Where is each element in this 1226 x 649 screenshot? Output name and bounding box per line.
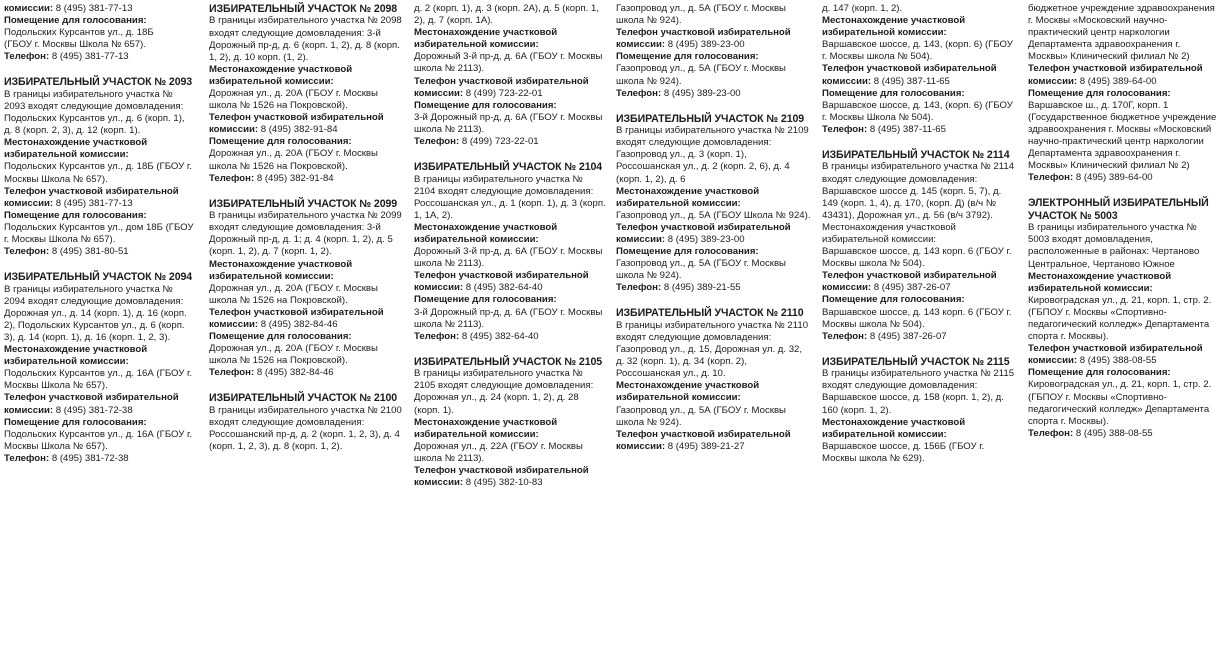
- text-column: [1024, 0, 1226, 649]
- text-line: [209, 210, 404, 258]
- text-line: [616, 282, 812, 294]
- field-value: 8 (495) 388-08-55: [1075, 427, 1153, 439]
- field-value: Газопровод ул., д. 5А (ГБОУ г. Москвы школа № 924).: [616, 258, 786, 282]
- field-label: Местонахождение участковой избирательной комиссии:: [616, 185, 760, 209]
- field-label: Местонахождение участковой избирательной комиссии:: [822, 416, 966, 440]
- field-label: Помещение для голосования:: [209, 331, 352, 343]
- text-line: [616, 210, 812, 222]
- field-value: 8 (495) 389-21-55: [663, 282, 741, 294]
- text-line: [209, 331, 404, 343]
- text-line: [822, 246, 1018, 270]
- field-value: В границы избирательного участка № 2110 входят следующие домовладения: Газопровод ул., д. 15, Дорожная ул. д. 32, д. 32 (корп. 1), д. 34 (корп. 2), Россошанская ул., д. 10.: [616, 319, 809, 380]
- field-label: Помещение для голосования:: [414, 99, 557, 111]
- text-line: [414, 368, 606, 416]
- field-label: Телефон:: [209, 367, 257, 379]
- field-value: В границы избирательного участка № 2115 входят следующие домовладения: Варшавское шоссе, д. 158 (корп. 1, 2), д. 160 (корп. 1, 2).: [822, 368, 1015, 416]
- text-line: [414, 51, 606, 75]
- text-line: [4, 27, 195, 39]
- text-line: [1028, 63, 1220, 87]
- precinct-heading: ИЗБИРАТЕЛЬНЫЙ УЧАСТОК № 2109: [616, 112, 805, 125]
- text-line: [414, 294, 606, 306]
- precinct-heading: ИЗБИРАТЕЛЬНЫЙ УЧАСТОК № 2100: [209, 392, 398, 405]
- precinct-heading: ИЗБИРАТЕЛЬНЫЙ УЧАСТОК № 2099: [209, 197, 398, 210]
- text-line: [4, 186, 195, 210]
- field-value: Подольских Курсантов ул., дом 18Б (ГБОУ г. Москвы Школа № 657).: [4, 221, 194, 245]
- text-line: [4, 89, 195, 137]
- field-value: д. 2 (корп. 1), д. 3 (корп. 2А), д. 5 (корп. 1, 2), д. 7 (корп. 1А).: [414, 3, 600, 27]
- field-value: 8 (495) 382-91-84: [256, 172, 334, 184]
- text-line: [1028, 295, 1220, 343]
- precinct-heading: ИЗБИРАТЕЛЬНЫЙ УЧАСТОК № 2098: [209, 3, 398, 15]
- text-line: [4, 222, 195, 246]
- field-label: Телефон участковой избирательной комиссии:: [822, 63, 997, 87]
- text-line: [616, 88, 812, 100]
- field-label: Местонахождение участковой избирательной комиссии:: [1028, 270, 1172, 294]
- text-line: [1028, 222, 1220, 270]
- field-value: В границы избирательного участка № 2099 входят следующие домовладения: 3-й Дорожный пр-д, д. 1; д. 4 (корп. 1, 2), д. 5 (корп. 1, 2), д. 7 (корп. 1, 2).: [209, 210, 402, 258]
- text-line: [209, 259, 404, 283]
- field-value: 8 (495) 381-72-38: [51, 452, 129, 464]
- text-line: [1028, 379, 1220, 427]
- text-line: [4, 417, 195, 429]
- precinct-heading: ИЗБИРАТЕЛЬНЫЙ УЧАСТОК № 2115: [822, 355, 1010, 368]
- precinct-heading: ЭЛЕКТРОННЫЙ ИЗБИРАТЕЛЬНЫЙ УЧАСТОК № 5003: [1028, 197, 1209, 222]
- text-line: [414, 222, 606, 246]
- field-label: Местонахождение участковой избирательной комиссии:: [616, 380, 760, 404]
- field-label: Телефон участковой избирательной комиссии:: [209, 112, 384, 136]
- field-value: 8 (495) 382-84-46: [260, 318, 338, 330]
- text-line: [4, 368, 195, 392]
- precinct-heading: ИЗБИРАТЕЛЬНЫЙ УЧАСТОК № 2094: [4, 271, 193, 284]
- field-value: Варшавское шоссе, д. 143 корп. 6 (ГБОУ г. Москвы школа № 504).: [822, 306, 1012, 330]
- field-value: 8 (495) 381-77-13: [51, 51, 129, 63]
- field-label: Помещение для голосования:: [616, 246, 759, 258]
- field-label: Помещение для голосования:: [4, 209, 147, 221]
- text-line: [4, 15, 195, 27]
- text-line: [822, 441, 1018, 465]
- field-label: Телефон участковой избирательной комиссии:: [616, 428, 791, 452]
- text-line: [209, 64, 404, 88]
- field-value: Газопровод ул., д. 5А (ГБОУ г. Москвы школа № 924).: [616, 3, 786, 27]
- text-line: [1028, 271, 1220, 295]
- field-label: Телефон:: [616, 87, 664, 99]
- text-line: [1028, 88, 1220, 100]
- field-label: Местонахождение участковой избирательной комиссии:: [414, 27, 558, 51]
- field-value: Газопровод ул., д. 5А (ГБОУ г. Москвы школа № 924).: [616, 63, 786, 87]
- field-value: Варшавское ш., д. 170Г, корп. 1 (Государственное бюджетное учреждение здравоохранения г. Москвы «Московский научно-практический центр наркологии Департамента здравоохранения г. Москвы» Клинический филиал № 2): [1028, 99, 1217, 172]
- text-line: [4, 246, 195, 258]
- field-value: 8 (495) 381-80-51: [51, 246, 129, 258]
- field-value: 8 (499) 723-22-01: [461, 136, 539, 148]
- text-line: [616, 3, 812, 27]
- text-line: [414, 27, 606, 51]
- field-label: Телефон:: [4, 452, 52, 464]
- field-label: Помещение для голосования:: [1028, 87, 1171, 99]
- field-label: Помещение для голосования:: [822, 294, 965, 306]
- field-label: Телефон:: [822, 123, 870, 135]
- text-line: [209, 88, 404, 112]
- field-value: Подольских Курсантов ул., д. 16А (ГБОУ г. Москвы Школа № 657).: [4, 428, 193, 452]
- text-column: [0, 0, 201, 649]
- field-value: 8 (495) 382-64-40: [461, 330, 539, 342]
- text-line: [414, 76, 606, 100]
- field-label: Помещение для голосования:: [616, 51, 759, 63]
- field-label: Телефон:: [209, 172, 257, 184]
- text-line: [822, 294, 1018, 306]
- field-label: Помещение для голосования:: [4, 15, 147, 27]
- field-label: Телефон:: [4, 246, 52, 258]
- field-value: Газопровод ул., д. 5А (ГБОУ г. Москвы школа № 924).: [616, 404, 786, 428]
- field-value: 8 (495) 387-26-07: [869, 330, 947, 342]
- text-line: [1028, 3, 1220, 63]
- text-line: [822, 63, 1018, 87]
- field-label: Помещение для голосования:: [209, 136, 352, 148]
- field-value: Варшавское шоссе, д. 143, (корп. 6) (ГБОУ г. Москвы школа № 504).: [822, 39, 1013, 63]
- field-value: Дорожный 3-й пр-д, д. 6А (ГБОУ г. Москвы школа № 2113).: [414, 246, 603, 270]
- text-line: [414, 307, 606, 331]
- text-line: [822, 39, 1018, 63]
- field-label: Телефон:: [414, 330, 462, 342]
- text-line: [1028, 343, 1220, 367]
- field-label: Телефон участковой избирательной комиссии:: [616, 27, 791, 51]
- field-value: В границы избирательного участка № 2093 входят следующие домовладения: Подольских Курсантов ул., д. 6 (корп. 1), д. 8 (корп. 2, 3), д. 12 (корп. 1).: [4, 88, 185, 137]
- text-line: [822, 3, 1018, 15]
- text-line: [414, 331, 606, 343]
- text-line: [4, 137, 195, 161]
- field-value: 8 (495) 381-77-13: [55, 3, 133, 14]
- field-label: Местонахождение участковой избирательной комиссии:: [414, 221, 558, 245]
- text-line: [822, 88, 1018, 100]
- text-line: [414, 112, 606, 136]
- field-label: комиссии:: [4, 3, 56, 14]
- precinct-heading: ИЗБИРАТЕЛЬНЫЙ УЧАСТОК № 2110: [616, 307, 804, 320]
- text-line: [616, 320, 812, 380]
- text-line: [1028, 100, 1220, 173]
- field-label: Телефон:: [1028, 427, 1076, 439]
- field-value: Подольских Курсантов ул., д. 16А (ГБОУ г. Москвы Школа № 657).: [4, 368, 193, 392]
- text-line: [822, 100, 1018, 124]
- field-label: Телефон участковой избирательной комиссии:: [414, 75, 589, 99]
- field-label: Телефон участковой избирательной комиссии:: [1028, 63, 1203, 87]
- field-label: Телефон участковой избирательной комиссии:: [414, 465, 589, 489]
- field-label: Местонахождение участковой избирательной комиссии:: [4, 137, 148, 161]
- text-line: [209, 367, 404, 379]
- field-value: В границы избирательного участка № 2114 входят следующие домовладения: Варшавское шоссе д. 145 (корп. 5, 7), д. 149 (корп. 1, 4), д. 170, (корп. Д) (в/ч № 43431), Дорожная ул., д. 56 (в/ч 3792).: [822, 161, 1015, 221]
- text-line: [4, 161, 195, 185]
- field-label: Помещение для голосования:: [4, 416, 147, 428]
- text-line: [616, 405, 812, 429]
- text-line: [209, 173, 404, 185]
- field-label: Помещение для голосования:: [414, 294, 557, 306]
- text-line: [209, 15, 404, 63]
- field-value: 8 (495) 387-11-65: [873, 75, 950, 87]
- text-line: [616, 380, 812, 404]
- text-line: [414, 441, 606, 465]
- field-value: 8 (495) 388-08-55: [1079, 355, 1157, 367]
- field-label: Местонахождение участковой избирательной комиссии:: [209, 258, 353, 282]
- text-line: [822, 161, 1018, 221]
- text-line: [4, 210, 195, 222]
- field-value: 3-й Дорожный пр-д, д. 6А (ГБОУ г. Москвы школа № 2113).: [414, 306, 603, 330]
- field-label: Телефон участковой избирательной комиссии:: [414, 270, 589, 294]
- text-line: [414, 270, 606, 294]
- field-value: Дорожный 3-й пр-д, д. 6А (ГБОУ г. Москвы школа № 2113).: [414, 51, 603, 75]
- field-value: Дорожная ул., д. 20А (ГБОУ г. Москвы школа № 1526 на Покровской).: [209, 87, 378, 112]
- text-line: [822, 307, 1018, 331]
- field-label: Местонахождение участковой избирательной комиссии:: [209, 63, 353, 87]
- field-label: Телефон:: [414, 136, 462, 148]
- text-line: [4, 3, 195, 15]
- field-value: Варшавское шоссе, д. 156Б (ГБОУ г. Москвы школа № 629).: [822, 440, 985, 464]
- field-label: Телефон:: [616, 282, 664, 294]
- field-value: 8 (495) 382-84-46: [256, 367, 334, 379]
- text-line: [616, 51, 812, 63]
- field-value: 8 (495) 381-77-13: [55, 197, 133, 209]
- field-value: 8 (495) 382-64-40: [465, 282, 543, 294]
- text-line: [414, 417, 606, 441]
- text-line: [209, 343, 404, 367]
- field-value: д. 147 (корп. 1, 2).: [822, 3, 903, 14]
- text-column: [201, 0, 410, 649]
- text-line: [822, 368, 1018, 416]
- field-value: В границы избирательного участка № 2105 входят следующие домовладения: Дорожная ул., д. 24 (корп. 1, 2), д. 28 (корп. 1).: [414, 368, 594, 416]
- text-line: [4, 344, 195, 368]
- text-line: [4, 284, 195, 344]
- field-value: 8 (495) 389-23-00: [667, 39, 745, 51]
- text-line: [414, 246, 606, 270]
- text-line: [822, 270, 1018, 294]
- field-value: Варшавское шоссе, д. 143, (корп. 6) (ГБОУ г. Москвы Школа № 504).: [822, 99, 1013, 123]
- text-line: [616, 125, 812, 185]
- field-value: В границы избирательного участка № 2104 входят следующие домовладения: Россошанская ул., д. 1 (корп. 1), д. 3 (корп. 1, 1А, 2).: [414, 173, 606, 221]
- text-line: [414, 174, 606, 222]
- field-label: Телефон участковой избирательной комиссии:: [822, 270, 997, 294]
- field-label: Телефон участковой избирательной комиссии:: [209, 306, 384, 330]
- text-line: [4, 392, 195, 416]
- text-line: [414, 136, 606, 148]
- text-line: [616, 429, 812, 453]
- field-value: 3-й Дорожный пр-д, д. 6А (ГБОУ г. Москвы школа № 2113).: [414, 111, 603, 135]
- text-column: [410, 0, 612, 649]
- field-label: Телефон:: [1028, 172, 1076, 184]
- text-line: [209, 136, 404, 148]
- text-line: [209, 283, 404, 307]
- text-line: [822, 331, 1018, 343]
- field-value: Дорожная ул., д. 22А (ГБОУ г. Москвы школа № 2113).: [414, 440, 583, 464]
- text-line: [616, 27, 812, 51]
- field-value: 8 (495) 387-26-07: [873, 282, 951, 294]
- precinct-heading: ИЗБИРАТЕЛЬНЫЙ УЧАСТОК № 2104: [414, 161, 603, 174]
- field-label: Телефон участковой избирательной комиссии:: [4, 185, 179, 209]
- text-line: [414, 465, 606, 489]
- text-line: [616, 258, 812, 282]
- text-line: [822, 417, 1018, 441]
- field-value: 8 (495) 382-91-84: [260, 124, 338, 136]
- text-line: [822, 222, 1018, 246]
- field-value: Подольских Курсантов ул., д. 18Б: [4, 27, 154, 39]
- text-line: [1028, 367, 1220, 379]
- text-line: [4, 429, 195, 453]
- field-value: Дорожная ул., д. 20А (ГБОУ г. Москвы школа № 1526 на Покровской).: [209, 282, 378, 306]
- field-value: В границы избирательного участка № 2094 входят следующие домовладения: Дорожная ул., д. 14 (корп. 1), д. 16 (корп. 2), Подольских Курсантов ул., д. 6 (корп. 3), д. 14 (корп. 1), д. 16 (корп. 1, 2, 3).: [4, 283, 187, 343]
- text-line: [209, 307, 404, 331]
- field-value: бюджетное учреждение здравоохранения г. Москвы «Московский научно-практический центр наркологии Департамента здравоохранения г. Москвы» Клинический филиал № 2): [1028, 3, 1215, 63]
- field-value: 8 (495) 381-72-38: [55, 404, 133, 416]
- text-line: [209, 405, 404, 453]
- field-value: 8 (495) 387-11-65: [869, 123, 946, 135]
- field-value: В границы избирательного участка № 2100 входят следующие домовладения: Россошанский пр-д, д. 2 (корп. 1, 2, 3), д. 4 (корп. 1, 2, 3), д. 8 (корп. 1, 2).: [209, 404, 402, 453]
- field-value: (ГБОУ г. Москвы Школа № 657).: [4, 39, 146, 51]
- field-value: Местонахождения участковой избирательной комиссии:: [822, 221, 956, 245]
- text-line: [209, 112, 404, 136]
- precinct-heading: ИЗБИРАТЕЛЬНЫЙ УЧАСТОК № 2093: [4, 76, 193, 89]
- precinct-heading: ИЗБИРАТЕЛЬНЫЙ УЧАСТОК № 2105: [414, 355, 603, 368]
- field-label: Местонахождение участковой избирательной комиссии:: [4, 344, 148, 368]
- field-value: 8 (495) 382-10-83: [465, 477, 543, 489]
- field-value: Газопровод ул., д. 5А (ГБОУ Школа № 924).: [616, 209, 811, 221]
- text-line: [616, 63, 812, 87]
- field-label: Телефон участковой избирательной комиссии:: [4, 392, 179, 416]
- text-line: [4, 51, 195, 63]
- text-column: [612, 0, 818, 649]
- text-line: [616, 246, 812, 258]
- field-value: 8 (495) 389-64-00: [1079, 75, 1157, 87]
- text-line: [414, 100, 606, 112]
- field-value: В границы избирательного участка № 2109 входят следующие домовладения: Газопровод ул., д. 3 (корп. 1), Россошанская ул., д. 2 (корп. 2, 6), д. 4 (корп. 1, 2), д. 6: [616, 125, 809, 185]
- text-line: [1028, 172, 1220, 184]
- field-label: Телефон участковой избирательной комиссии:: [1028, 343, 1203, 367]
- field-value: В границы избирательного участка № 2098 входят следующие домовладения: 3-й Дорожный пр-д, д. 6 (корп. 1, 2), д. 8 (корп. 1, 2), д. 10 корп. (1, 2).: [209, 15, 402, 63]
- field-value: Кировоградская ул., д. 21, корп. 1, стр. 2. (ГБПОУ г. Москвы «Спортивно-педагогический колледж» Департамента спорта г. Москвы).: [1028, 379, 1212, 427]
- field-value: Кировоградская ул., д. 21, корп. 1, стр. 2. (ГБПОУ г. Москвы «Спортивно-педагогический колледж» Департамента спорта г. Москвы).: [1028, 294, 1212, 343]
- field-value: В границы избирательного участка № 5003 входят домовладения, расположенные в районах: Чертаново Центральное, Чертаново Южное: [1028, 222, 1200, 270]
- field-value: Дорожная ул., д. 20А (ГБОУ г. Москвы школа № 1526 на Покровской).: [209, 148, 378, 172]
- field-value: Дорожная ул., д. 20А (ГБОУ г. Москвы школа № 1526 на Покровской).: [209, 343, 378, 367]
- field-label: Телефон:: [822, 330, 870, 342]
- text-line: [822, 15, 1018, 39]
- text-line: [414, 3, 606, 27]
- field-value: 8 (495) 389-21-27: [667, 440, 745, 452]
- text-line: [209, 148, 404, 172]
- field-label: Телефон участковой избирательной комиссии:: [616, 221, 791, 245]
- text-column: [818, 0, 1024, 649]
- text-line: [1028, 428, 1220, 440]
- field-value: 8 (495) 389-23-00: [667, 234, 745, 245]
- field-value: Подольских Курсантов ул., д. 18Б (ГБОУ г. Москвы Школа № 657).: [4, 161, 192, 185]
- text-line: [4, 39, 195, 51]
- field-label: Местонахождение участковой избирательной комиссии:: [822, 15, 966, 39]
- text-line: [4, 453, 195, 465]
- text-line: [616, 222, 812, 246]
- field-label: Помещение для голосования:: [822, 87, 965, 99]
- field-value: Варшавское шоссе, д. 143 корп. 6 (ГБОУ г. Москвы школа № 504).: [822, 246, 1012, 270]
- text-line: [822, 124, 1018, 136]
- field-label: Местонахождение участковой избирательной комиссии:: [414, 416, 558, 440]
- field-value: 8 (495) 389-23-00: [663, 87, 741, 99]
- field-label: Телефон:: [4, 51, 52, 63]
- field-value: 8 (495) 389-64-00: [1075, 172, 1153, 184]
- field-label: Помещение для голосования:: [1028, 367, 1171, 379]
- precinct-heading: ИЗБИРАТЕЛЬНЫЙ УЧАСТОК № 2114: [822, 149, 1010, 162]
- field-value: 8 (499) 723-22-01: [465, 87, 543, 99]
- text-line: [616, 186, 812, 210]
